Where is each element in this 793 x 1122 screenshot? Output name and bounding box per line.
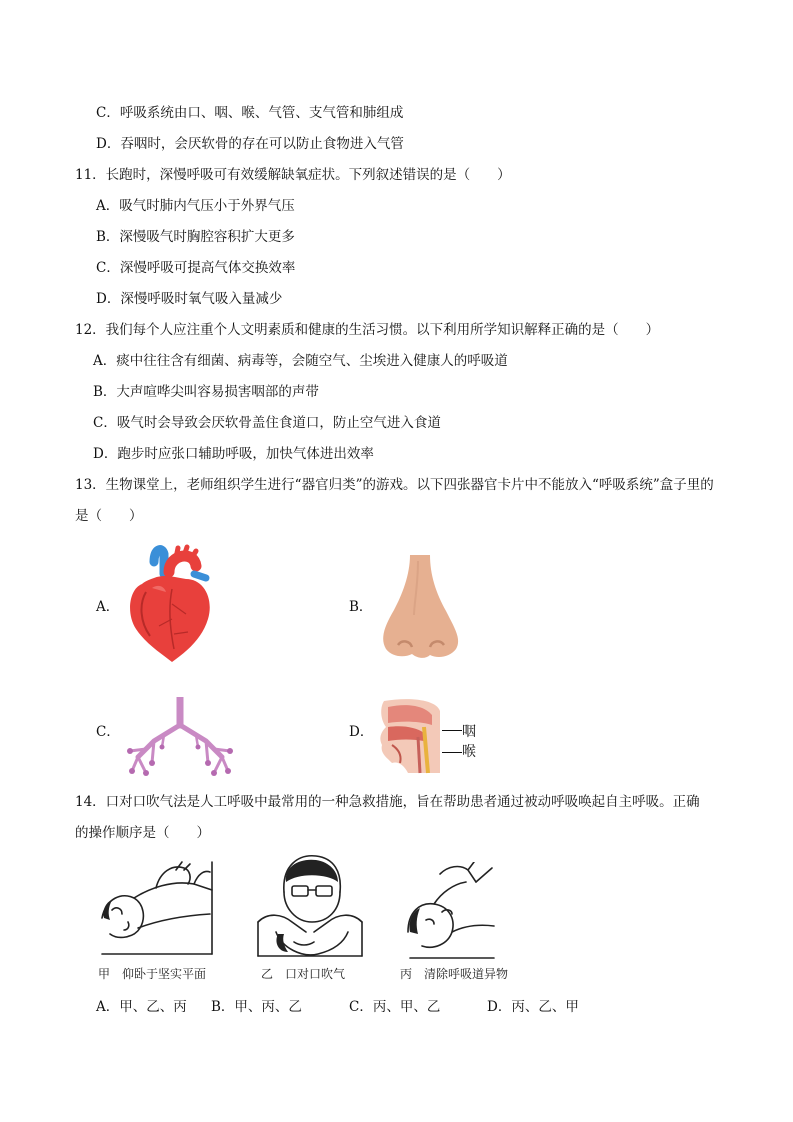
q12-stem: 12．我们每个人应注重个人文明素质和健康的生活习惯。以下利用所学知识解释正确的是（ ） [75, 322, 660, 338]
pharynx-label: 咽 [462, 724, 476, 740]
q12-option-c: C．吸气时会导致会厌软骨盖住食道口，防止空气进入食道 [93, 415, 441, 431]
pharynx-larynx-image [378, 697, 448, 775]
q14-option-b: B．甲、丙、乙 [211, 999, 302, 1015]
q13-stem-line2: 是（ ） [75, 508, 143, 524]
bronchi-icon [124, 697, 236, 777]
q11-stem: 11．长跑时，深慢呼吸可有效缓解缺氧症状。下列叙述错误的是（ ） [75, 167, 511, 183]
larynx-label: 喉 [462, 744, 476, 760]
q10-option-d: D．吞咽时，会厌软骨的存在可以防止食物进入气管 [96, 136, 404, 152]
q11-option-a: A．吸气时肺内气压小于外界气压 [96, 198, 295, 214]
q11-option-b: B．深慢吸气时胸腔容积扩大更多 [96, 229, 295, 245]
head-section-icon [378, 697, 448, 775]
lay-flat-icon [98, 858, 216, 963]
figure-yi-caption: 乙 口对口吹气 [261, 967, 346, 981]
q13-label-b: B． [349, 599, 373, 615]
q13-label-d: D． [349, 724, 374, 740]
q10-option-c: C．呼吸系统由口、咽、喉、气管、支气管和肺组成 [96, 105, 404, 121]
figure-yi-image [254, 852, 366, 964]
mouth-to-mouth-icon [254, 852, 366, 964]
q12-option-d: D．跑步时应张口辅助呼吸，加快气体进出效率 [93, 446, 374, 462]
q13-label-c: C． [96, 724, 120, 740]
larynx-pointer-line [442, 752, 462, 754]
q14-option-d: D．丙、乙、甲 [487, 999, 579, 1015]
figure-bing-image [404, 862, 496, 962]
pharynx-pointer-line [442, 730, 462, 732]
q11-option-d: D．深慢呼吸时氧气吸入量减少 [96, 291, 283, 307]
figure-bing-caption: 丙 清除呼吸道异物 [400, 967, 509, 981]
q14-option-a: A．甲、乙、丙 [96, 999, 187, 1015]
figure-jia-caption: 甲 仰卧于坚实平面 [98, 967, 207, 981]
clear-airway-icon [404, 862, 496, 962]
q13-label-a: A． [96, 599, 120, 615]
q12-option-b: B．大声喧哗尖叫容易损害咽部的声带 [93, 384, 319, 400]
figure-jia-image [98, 858, 216, 963]
nose-image [380, 555, 460, 660]
nose-icon [380, 555, 460, 660]
q14-stem-line2: 的操作顺序是（ ） [75, 825, 210, 841]
q14-option-c: C．丙、甲、乙 [349, 999, 441, 1015]
q12-option-a: A．痰中往往含有细菌、病毒等，会随空气、尘埃进入健康人的呼吸道 [93, 353, 508, 369]
bronchi-image [124, 697, 236, 777]
heart-image [124, 544, 214, 664]
q14-stem-line1: 14．口对口吹气法是人工呼吸中最常用的一种急救措施，旨在帮助患者通过被动呼吸唤起自主呼吸。正确 [75, 794, 700, 810]
q13-stem-line1: 13．生物课堂上，老师组织学生进行“器官归类”的游戏。以下四张器官卡片中不能放入“呼吸系统”盒子里的 [75, 477, 714, 493]
heart-icon [124, 544, 214, 664]
q11-option-c: C．深慢呼吸可提高气体交换效率 [96, 260, 296, 276]
